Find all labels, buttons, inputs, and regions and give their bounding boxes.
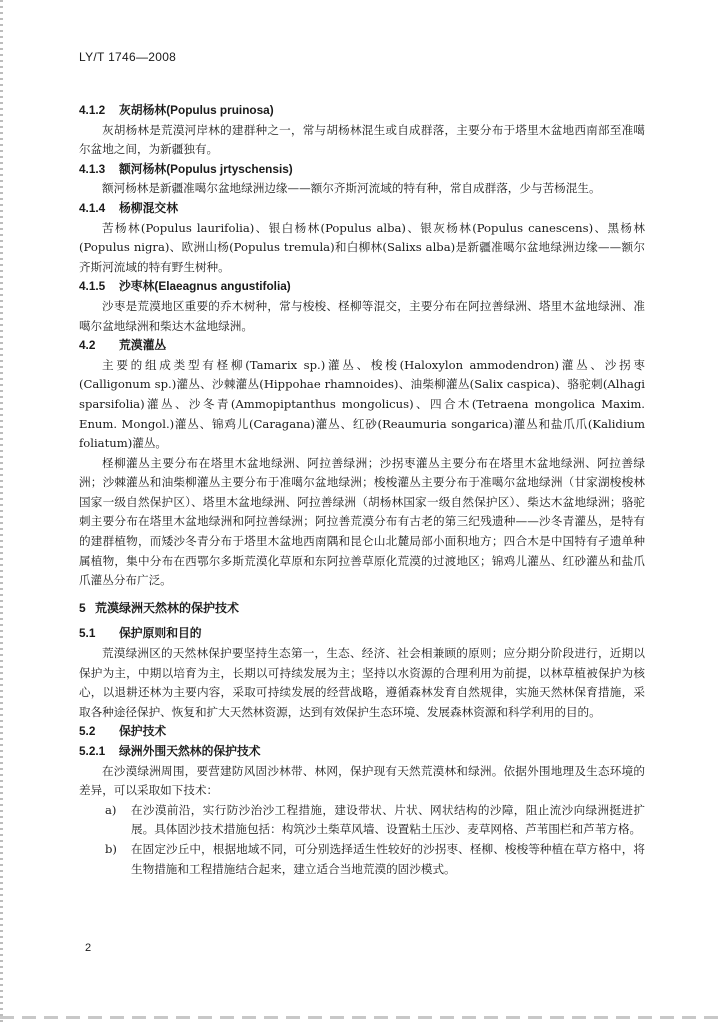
paragraph-4-1-2: 灰胡杨林是荒漠河岸林的建群种之一，常与胡杨林混生或自成群落，主要分布于塔里木盆地西南部至准噶尔盆地之间，为新疆独有。 — [79, 122, 645, 157]
paragraph-4-2-distribution: 柽柳灌丛主要分布在塔里木盆地绿洲、阿拉善绿洲；沙拐枣灌丛主要分布在塔里木盆地绿洲、阿拉善绿洲；沙棘灌丛和油柴柳灌丛主要分布于准噶尔盆地绿洲；梭梭灌丛主要分布于准噶尔盆地绿洲（甘家湖梭梭林国家一级自然保护区）、塔里木盆地绿洲、阿拉善绿洲（胡杨林国家一级自然保护区）、柴达木盆地绿洲；骆驼刺主要分布在塔里木盆地绿洲和阿拉善绿洲；阿拉善荒漠分布有古老的第三纪残遗种——沙冬青灌丛，是特有的建群植物，而矮沙冬青分布于塔里木盆地西南隅和昆仑山北麓局部小面积地方；四合木是中国特有孑遗单种属植物，集中分布在西鄂尔多斯荒漠化草原和东阿拉善草原化荒漠的过渡地区；锦鸡儿灌丛、红砂灌丛和盐爪爪灌丛分布广泛。 — [79, 455, 645, 588]
paragraph-4-2-types: 主要的组成类型有柽柳(Tamarix sp.)灌丛、梭梭(Haloxylon ammodendron)灌丛、沙拐枣(Calligonum sp.)灌丛、沙棘灌丛(Hippohae rhamnoides)、油柴柳灌丛(Salix caspica)、骆驼刺(Alhagi sparsifolia)灌丛、沙冬青(Ammopiptanthus mongolicus)、四合木(Tetraena mongolica Maxim. Enum. Mongol.)灌丛、锦鸡儿(Caragana)灌丛、红砂(Reaumuria songarica)灌丛和盐爪爪(Kalidium foliatum)灌丛。 — [79, 357, 645, 451]
list-item-text: 在固定沙丘中，根据地域不同，可分别选择适生性较好的沙拐枣、柽柳、梭梭等种植在草方格中，将生物措施和工程措施结合起来，建立适合当地荒漠的固沙模式。 — [131, 841, 645, 876]
heading-4-1-2 — [79, 101, 645, 121]
heading-number: 4.1.2 — [79, 103, 106, 117]
heading-number: 5.2 — [79, 724, 96, 739]
heading-number: 5 — [79, 600, 86, 615]
heading-5-1 — [79, 624, 645, 644]
heading-title: 保护原则和目的 — [119, 626, 202, 641]
page-number: 2 — [85, 942, 92, 954]
heading-number: 5.2.1 — [79, 744, 106, 758]
heading-4-1-5 — [79, 277, 645, 297]
scan-edge-marks — [0, 0, 3, 1024]
document-code: LY/T 1746—2008 — [79, 50, 177, 64]
heading-title: 杨柳混交林 — [119, 200, 178, 215]
heading-title: 绿洲外围天然林的保护技术 — [119, 744, 261, 758]
list-marker: a) — [105, 802, 117, 817]
heading-title: 灰胡杨林(Populus pruinosa) — [119, 103, 274, 117]
paragraph-5-1: 荒漠绿洲区的天然林保护要坚持生态第一，生态、经济、社会相兼顾的原则；应分期分阶段进行，近期以保护为主，中期以培育为主，长期以可持续发展为主；坚持以水资源的合理利用为前提，以林草植被保护为核心，以退耕还林为主要内容，采取可持续发展的经营战略，遵循森林发育自然规律，实施天然林保育措施，采取各种途径保护、恢复和扩大天然林资源，达到有效保护生态环境、发展森林资源和科学利用的目的。 — [79, 646, 645, 719]
heading-number: 4.1.3 — [79, 161, 106, 176]
heading-number: 4.1.5 — [79, 279, 106, 294]
heading-title: 荒漠灌丛 — [119, 338, 167, 353]
heading-title: 荒漠绿洲天然林的保护技术 — [95, 600, 240, 615]
paragraph-4-1-4: 苦杨林(Populus laurifolia)、银白杨林(Populus alba)、银灰杨林(Populus canescens)、黑杨林(Populus nigra)、欧洲山杨(Populus tremula)和白柳林(Salixs alba)是新疆准噶尔盆地绿洲边缘——额尔齐斯河流域的特有野生树种。 — [79, 220, 645, 274]
heading-4-1-4 — [79, 199, 645, 219]
heading-title: 沙枣林(Elaeagnus angustifolia) — [119, 279, 291, 294]
heading-number: 5.1 — [79, 626, 96, 641]
scan-bottom-artifact — [0, 1016, 720, 1019]
heading-title: 额河杨林(Populus jrtyschensis) — [119, 161, 293, 176]
list-item-text: 在沙漠前沿，实行防沙治沙工程措施，建设带状、片状、网状结构的沙障，阻止流沙向绿洲挺进扩展。具体固沙技术措施包括：构筑沙土柴草风墙、设置粘土压沙、麦草网格、芦苇围栏和芦苇方格。 — [131, 802, 645, 837]
heading-5-2-1 — [79, 742, 645, 762]
heading-4-1-3 — [79, 160, 645, 180]
paragraph-5-2-1: 在沙漠绿洲周围，要营建防风固沙林带、林网，保护现有天然荒漠林和绿洲。依据外围地理及生态环境的差异，可以采取如下技术： — [79, 763, 645, 798]
heading-title: 保护技术 — [119, 724, 167, 739]
technique-list — [79, 801, 645, 879]
heading-4-2 — [79, 336, 645, 356]
heading-number: 4.1.4 — [79, 200, 106, 215]
heading-5-2 — [79, 722, 645, 742]
heading-5 — [79, 599, 645, 619]
page-body — [79, 101, 645, 879]
paragraph-4-1-5: 沙枣是荒漠地区重要的乔木树种，常与梭梭、柽柳等混交，主要分布在阿拉善绿洲、塔里木盆地绿洲、准噶尔盆地绿洲和柴达木盆地绿洲。 — [79, 298, 645, 333]
heading-number: 4.2 — [79, 338, 96, 353]
list-item — [79, 840, 645, 879]
list-marker: b) — [105, 841, 117, 856]
paragraph-4-1-3: 额河杨林是新疆准噶尔盆地绿洲边缘——额尔齐斯河流域的特有种，常自成群落，少与苦杨混生。 — [102, 181, 601, 196]
list-item — [79, 801, 645, 840]
